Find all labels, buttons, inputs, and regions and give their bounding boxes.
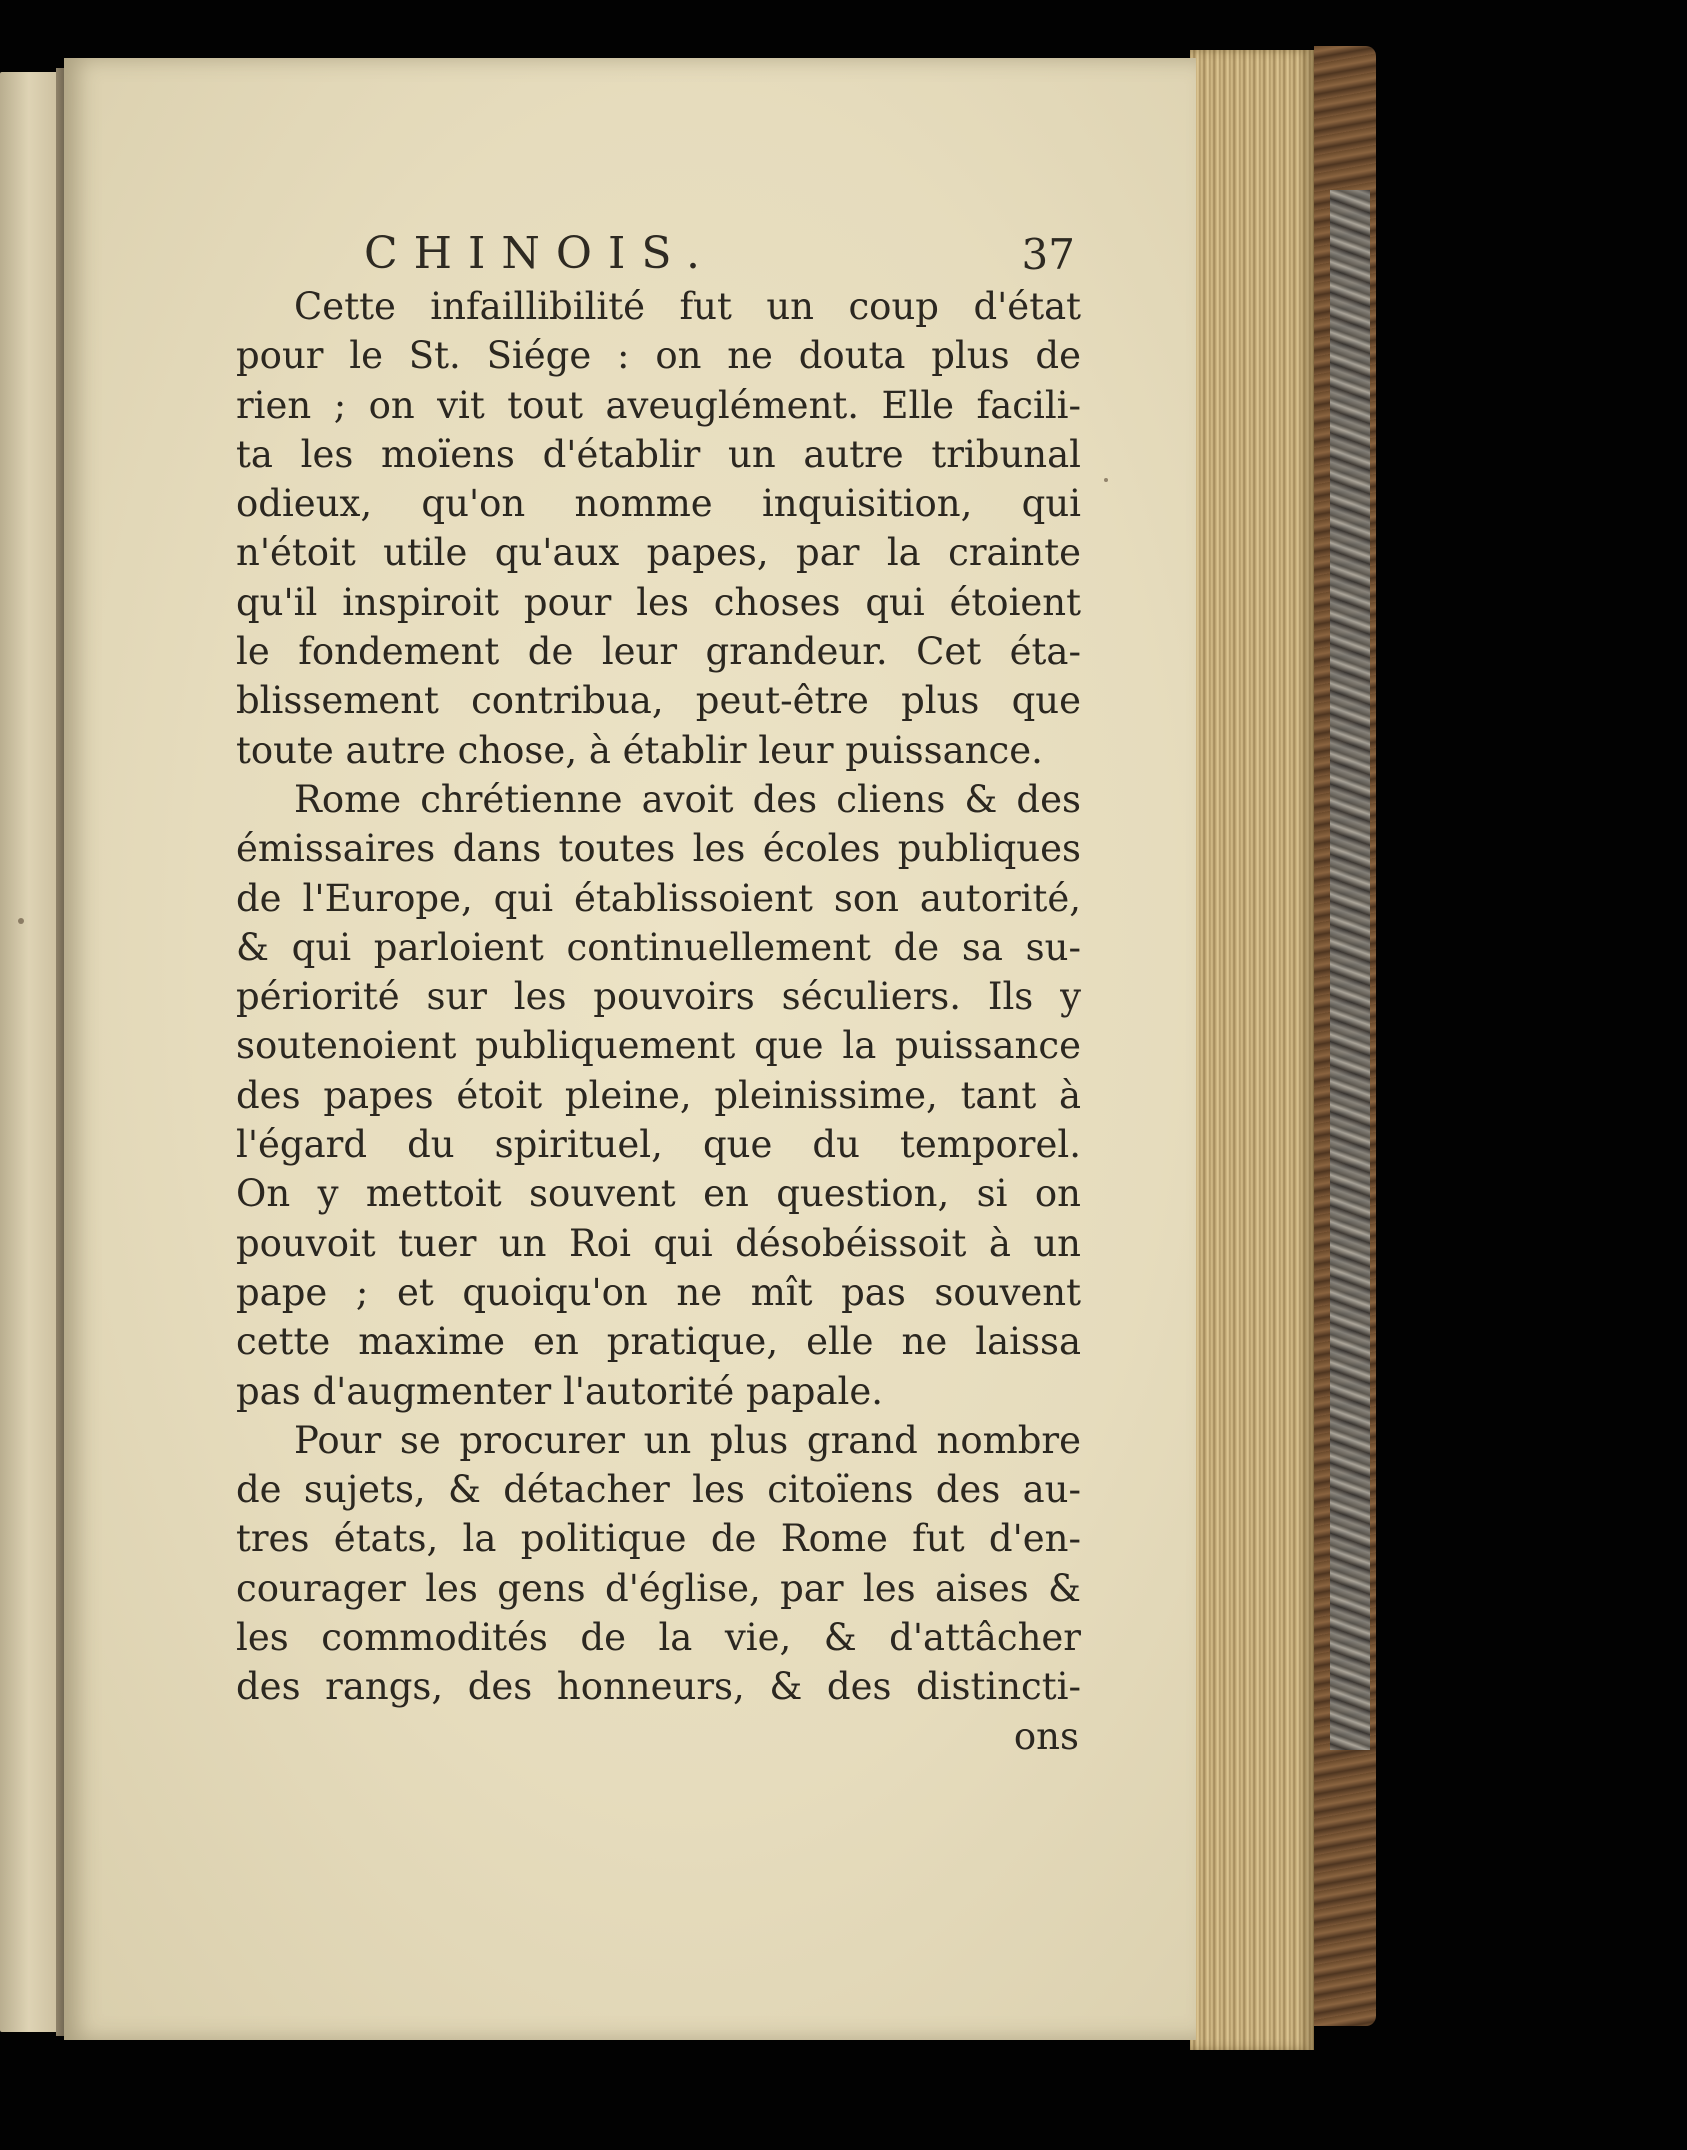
- paper-speck: [1104, 478, 1108, 482]
- text-line: pour le St. Siége : on ne douta plus de: [236, 334, 1081, 378]
- text-line: Cette infaillibilité fut un coup d'état: [294, 285, 1081, 328]
- text-line: pas d'augmenter l'autorité papale.: [236, 1369, 884, 1413]
- text-line: des papes étoit pleine, pleinissime, tant à: [236, 1073, 1081, 1117]
- text-line: Rome chrétienne avoit des cliens & des: [294, 777, 1081, 821]
- text-line: pouvoit tuer un Roi qui désobéissoit à un: [236, 1221, 1081, 1265]
- text-line: tres états, la politique de Rome fut d'en-: [236, 1517, 1081, 1561]
- text-line: l'égard du spirituel, que du temporel.: [236, 1123, 1081, 1167]
- text-line: soutenoient publiquement que la puissance: [236, 1024, 1081, 1068]
- paragraph-1: [236, 282, 1081, 775]
- text-line: n'étoit utile qu'aux papes, par la crainte: [236, 531, 1081, 575]
- page-number: 37: [1021, 230, 1075, 279]
- text-line: de sujets, & détacher les citoïens des au-: [236, 1468, 1081, 1512]
- text-line: périorité sur les pouvoirs séculiers. Ils y: [236, 975, 1081, 1019]
- text-line: cette maxime en pratique, elle ne laissa: [236, 1320, 1081, 1364]
- text-line: ta les moïens d'établir un autre tribunal: [236, 432, 1081, 476]
- text-line: pape ; et quoiqu'on ne mît pas souvent: [236, 1270, 1081, 1314]
- running-head: [214, 220, 1081, 282]
- text-line: rien ; on vit tout aveuglément. Elle facili-: [236, 383, 1081, 427]
- text-line: le fondement de leur grandeur. Cet éta-: [236, 630, 1081, 674]
- text-block: [236, 220, 1081, 1761]
- book-fore-edge: [1190, 50, 1314, 2050]
- paper-speck: [18, 918, 24, 924]
- text-line: toute autre chose, à établir leur puissance.: [236, 728, 1043, 772]
- text-line: des rangs, des honneurs, & des distincti-: [236, 1665, 1081, 1709]
- text-line: blissement contribua, peut-être plus que: [236, 679, 1081, 723]
- catchword: ons: [1013, 1714, 1079, 1758]
- text-line: émissaires dans toutes les écoles publiques: [236, 827, 1081, 871]
- marbled-board: [1330, 190, 1370, 1750]
- text-line: qu'il inspiroit pour les choses qui étoient: [236, 580, 1081, 624]
- previous-page-edge: [0, 72, 64, 2032]
- text-line: odieux, qu'on nomme inquisition, qui: [236, 482, 1081, 526]
- text-line: On y mettoit souvent en question, si on: [236, 1172, 1081, 1216]
- text-line: de l'Europe, qui établissoient son autorité,: [236, 876, 1081, 920]
- text-line: les commodités de la vie, & d'attâcher: [236, 1616, 1081, 1660]
- text-line: & qui parloient continuellement de sa su-: [236, 925, 1081, 969]
- running-title: CHINOIS.: [364, 228, 716, 279]
- paragraph-3: [236, 1416, 1081, 1712]
- text-line: courager les gens d'église, par les aises &: [236, 1566, 1081, 1610]
- paragraph-2: [236, 775, 1081, 1416]
- text-line: Pour se procurer un plus grand nombre: [294, 1418, 1081, 1462]
